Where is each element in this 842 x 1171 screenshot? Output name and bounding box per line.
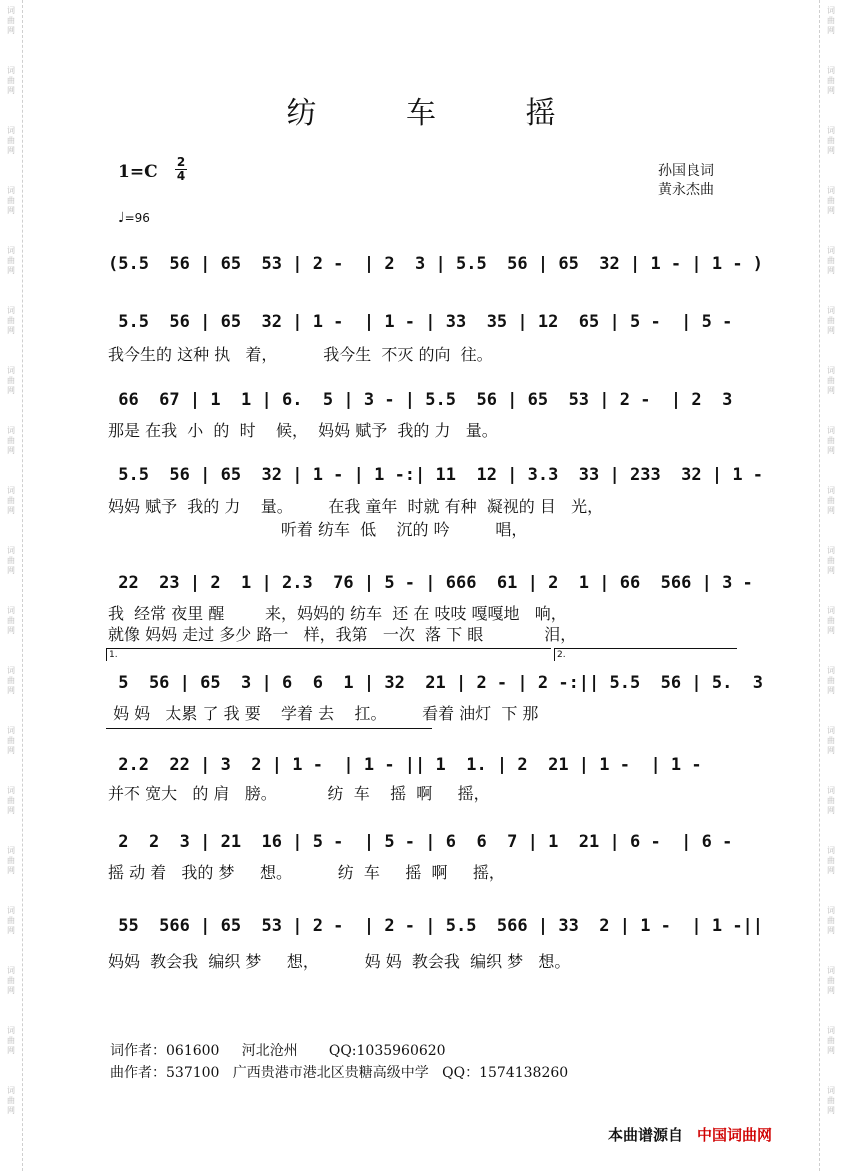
watermark-mark: 词曲网 bbox=[7, 306, 15, 335]
watermark-mark: 词曲网 bbox=[7, 666, 15, 695]
watermark-mark: 词曲网 bbox=[7, 966, 15, 995]
watermark-mark: 词曲网 bbox=[827, 366, 835, 395]
watermark-mark: 词曲网 bbox=[827, 906, 835, 935]
time-signature-top: 2 bbox=[176, 155, 186, 169]
watermark-mark: 词曲网 bbox=[827, 426, 835, 455]
watermark-mark: 词曲网 bbox=[7, 606, 15, 635]
lyric-row-2: 我今生的 这种 执 着， 我今生 不灭 的向 往。 bbox=[108, 345, 493, 364]
lyric-row-3: 那是 在我 小 的 时 候， 妈妈 赋予 我的 力 量。 bbox=[108, 421, 498, 440]
lyric-row-7: 并不 宽大 的 肩 膀。 纺 车 摇 啊 摇， bbox=[108, 784, 490, 803]
watermark-mark: 词曲网 bbox=[827, 306, 835, 335]
watermark-mark: 词曲网 bbox=[827, 486, 835, 515]
watermark-mark: 词曲网 bbox=[7, 366, 15, 395]
watermark-mark: 词曲网 bbox=[7, 426, 15, 455]
watermark-mark: 词曲网 bbox=[827, 6, 835, 35]
watermark-mark: 词曲网 bbox=[827, 846, 835, 875]
watermark-mark: 词曲网 bbox=[7, 1026, 15, 1055]
first-ending-bracket: 1. bbox=[106, 648, 551, 661]
watermark-mark: 词曲网 bbox=[827, 966, 835, 995]
notation-row-3: 66 67 | 1 1 | 6. 5 | 3 - | 5.5 56 | 65 53 | 2 - | 2 3 bbox=[108, 390, 733, 410]
source-attribution bbox=[608, 1124, 772, 1145]
notation-row-4: 5.5 56 | 65 32 | 1 - | 1 -:| 11 12 | 3.3 33 | 233 32 | 1 - bbox=[108, 465, 764, 485]
watermark-mark: 词曲网 bbox=[7, 546, 15, 575]
song-title: 纺 车 摇 bbox=[286, 96, 596, 131]
lyric-row-4b: 听着 纺车 低 沉的 吟 唱， bbox=[108, 520, 528, 539]
notation-row-7: 2.2 22 | 3 2 | 1 - | 1 - || 1 1. | 2 21 | 1 - | 1 - bbox=[108, 755, 702, 775]
watermark-mark: 词曲网 bbox=[827, 1086, 835, 1115]
watermark-mark: 词曲网 bbox=[7, 1086, 15, 1115]
lyric-row-8: 摇 动 着 我的 梦 想。 纺 车 摇 啊 摇， bbox=[108, 863, 505, 882]
notation-row-6: 5 56 | 65 3 | 6 6 1 | 32 21 | 2 - | 2 -:|| 5.5 56 | 5. 3 bbox=[108, 673, 764, 693]
watermark-mark: 词曲网 bbox=[827, 666, 835, 695]
watermark-mark: 词曲网 bbox=[827, 186, 835, 215]
right-watermark-strip bbox=[819, 0, 842, 1171]
time-signature bbox=[174, 156, 188, 183]
lyricist-credit: 孙国良词 bbox=[658, 163, 714, 179]
composer-credit: 黄永杰曲 bbox=[658, 182, 714, 198]
watermark-mark: 词曲网 bbox=[7, 66, 15, 95]
lyric-row-6: 妈 妈 太累 了 我 要 学着 去 扛。 看着 油灯 下 那 bbox=[108, 704, 539, 723]
left-watermark-strip bbox=[0, 0, 23, 1171]
tempo-value: =96 bbox=[124, 211, 150, 225]
watermark-mark: 词曲网 bbox=[7, 186, 15, 215]
watermark-mark: 词曲网 bbox=[827, 246, 835, 275]
composer-contact: 曲作者：537100 广西贵港市港北区贵糖高级中学 QQ：1574138260 bbox=[110, 1065, 569, 1081]
watermark-mark: 词曲网 bbox=[827, 606, 835, 635]
lyric-row-4a: 妈妈 赋予 我的 力 量。 在我 童年 时就 有种 凝视的 目 光， bbox=[108, 497, 604, 516]
watermark-mark: 词曲网 bbox=[7, 246, 15, 275]
notation-row-9: 55 566 | 65 53 | 2 - | 2 - | 5.5 566 | 33 2 | 1 - | 1 -|| bbox=[108, 916, 764, 936]
watermark-mark: 词曲网 bbox=[827, 1026, 835, 1055]
key-signature: 1=C bbox=[118, 162, 158, 182]
source-brand-link[interactable]: 中国词曲网 bbox=[697, 1126, 773, 1144]
watermark-mark: 词曲网 bbox=[827, 66, 835, 95]
watermark-mark: 词曲网 bbox=[7, 486, 15, 515]
notation-row-2: 5.5 56 | 65 32 | 1 - | 1 - | 33 35 | 12 65 | 5 - | 5 - bbox=[108, 312, 733, 332]
watermark-mark: 词曲网 bbox=[7, 6, 15, 35]
lyricist-contact: 词作者：061600 河北沧州 QQ:1035960620 bbox=[110, 1043, 446, 1059]
time-signature-bottom: 4 bbox=[176, 169, 186, 183]
lyric-row-5a: 我 经常 夜里 醒 来，妈妈的 纺车 还 在 吱吱 嘎嘎地 响， bbox=[108, 604, 567, 623]
watermark-mark: 词曲网 bbox=[7, 846, 15, 875]
tempo-marking bbox=[118, 210, 150, 226]
watermark-mark: 词曲网 bbox=[7, 126, 15, 155]
quarter-note-icon: ♩ bbox=[118, 210, 125, 226]
notation-row-5: 22 23 | 2 1 | 2.3 76 | 5 - | 666 61 | 2 1 | 66 566 | 3 - bbox=[108, 573, 753, 593]
second-ending-bracket: 2. bbox=[554, 648, 737, 661]
notation-row-8: 2 2 3 | 21 16 | 5 - | 5 - | 6 6 7 | 1 21 | 6 - | 6 - bbox=[108, 832, 733, 852]
watermark-mark: 词曲网 bbox=[827, 726, 835, 755]
source-label: 本曲谱源自 bbox=[608, 1126, 684, 1144]
second-ending-continuation-line bbox=[106, 728, 432, 729]
notation-row-1: (5.5 56 | 65 53 | 2 - | 2 3 | 5.5 56 | 65 32 | 1 - | 1 - ) bbox=[108, 254, 764, 274]
watermark-mark: 词曲网 bbox=[7, 786, 15, 815]
lyric-row-9: 妈妈 教会我 编织 梦 想， 妈 妈 教会我 编织 梦 想。 bbox=[108, 952, 571, 971]
lyric-row-5b: 就像 妈妈 走过 多少 路一 样，我第 一次 落 下 眼 泪， bbox=[108, 625, 577, 644]
watermark-mark: 词曲网 bbox=[827, 546, 835, 575]
watermark-mark: 词曲网 bbox=[7, 906, 15, 935]
watermark-mark: 词曲网 bbox=[827, 786, 835, 815]
watermark-mark: 词曲网 bbox=[827, 126, 835, 155]
watermark-mark: 词曲网 bbox=[7, 726, 15, 755]
